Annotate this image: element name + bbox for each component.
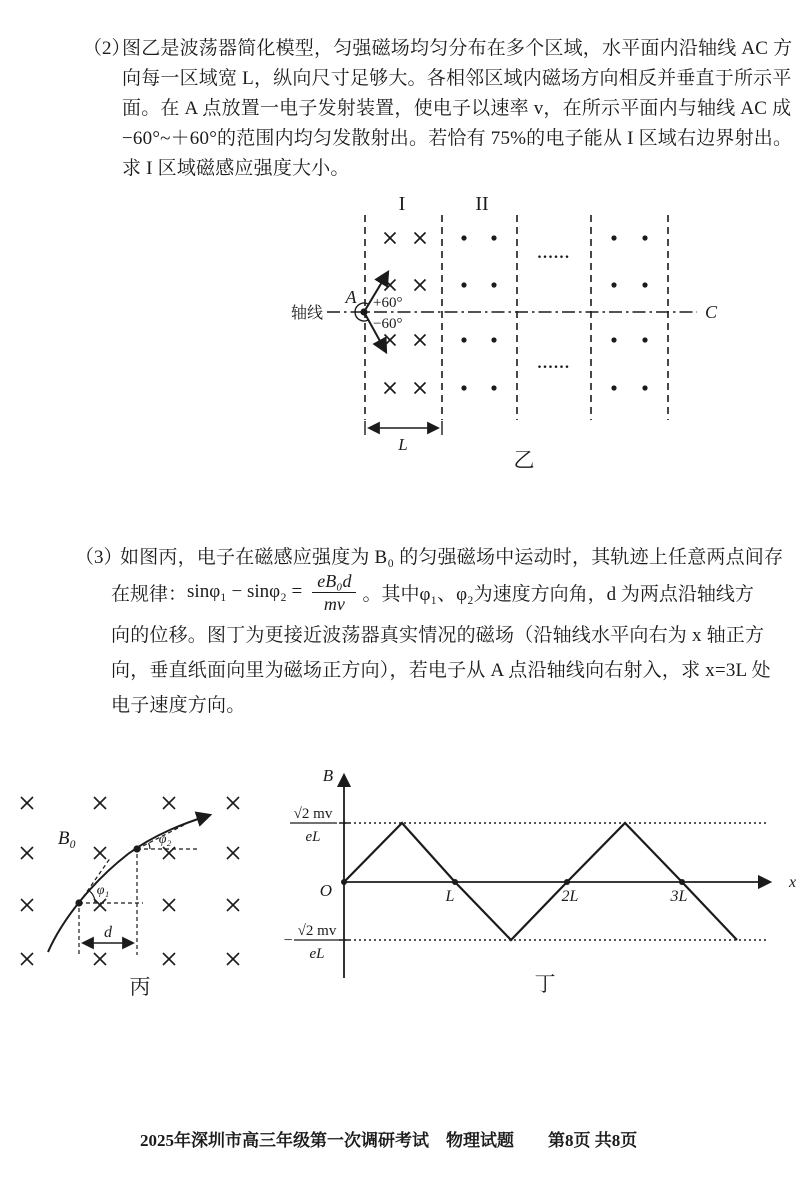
- cross-symbol: [385, 335, 396, 346]
- y-axis-label: B: [322, 766, 334, 785]
- origin-label: O: [319, 881, 332, 900]
- minus-sign: −: [283, 932, 293, 949]
- cross-symbol: [415, 335, 426, 346]
- dot-symbol: [491, 235, 496, 240]
- cross-symbol: [227, 797, 239, 809]
- question-2-marker: （2）: [83, 38, 131, 59]
- dot-symbol: [461, 282, 466, 287]
- cross-symbol: [385, 233, 396, 244]
- angle-2-label: φ₂: [158, 832, 172, 847]
- angle-1-label: φ₁: [96, 883, 110, 898]
- question-2-line-5: 求 I 区域磁感应强度大小。: [122, 158, 350, 179]
- cross-symbol: [94, 797, 106, 809]
- angle-plus-label: +60°: [373, 295, 403, 311]
- region-1-field-crosses: [385, 233, 426, 394]
- region-1-label: I: [398, 193, 406, 215]
- x-tick-label-3L: 3L: [670, 888, 688, 905]
- angle-minus-label: −60°: [373, 316, 403, 332]
- figure-yi-undulator-diagram: [285, 190, 730, 480]
- question-3-marker: （3）: [75, 547, 123, 568]
- page-footer: 2025年深圳市高三年级第一次调研考试 物理试题 第8页 共8页: [140, 1131, 638, 1150]
- point-a-label: A: [345, 287, 357, 307]
- cross-symbol: [163, 899, 175, 911]
- cross-symbol: [94, 847, 106, 859]
- cross-symbol: [94, 899, 106, 911]
- question-3-formula-line: [111, 566, 754, 618]
- dot-symbol: [642, 282, 647, 287]
- point-c-label: C: [705, 302, 718, 322]
- question-3-line-4: 向，垂直纸面向里为磁场正方向），若电子从 A 点沿轴线向右射入，求 x=3L 处: [111, 660, 771, 681]
- cross-symbol: [415, 383, 426, 394]
- cross-symbol: [385, 280, 396, 291]
- figure-bing-caption: 丙: [129, 975, 151, 999]
- dot-symbol: [611, 337, 616, 342]
- axis-dot-3L: [679, 879, 685, 885]
- region-4-field-dots: [611, 235, 647, 390]
- formula-prefix: 在规律：: [111, 583, 188, 605]
- cross-symbol: [415, 233, 426, 244]
- region-boundary-lines: [365, 215, 668, 420]
- formula-suffix: 。其中φ₁、φ₂为速度方向角，d 为两点沿轴线方: [362, 583, 754, 605]
- dot-symbol: [461, 235, 466, 240]
- cross-symbol: [21, 899, 33, 911]
- dot-symbol: [491, 337, 496, 342]
- dot-symbol: [642, 235, 647, 240]
- dot-symbol: [611, 385, 616, 390]
- distance-label: d: [104, 924, 112, 941]
- ellipsis-bottom: ......: [537, 355, 571, 372]
- y-max-label: [290, 806, 337, 845]
- dot-symbol: [491, 282, 496, 287]
- figure-bing-trajectory-diagram: [10, 782, 260, 1007]
- dot-symbol: [611, 235, 616, 240]
- dot-symbol: [461, 385, 466, 390]
- cross-symbol: [94, 953, 106, 965]
- figure-yi-caption: 乙: [513, 448, 535, 472]
- cross-symbol: [163, 953, 175, 965]
- question-3-line-5: 电子速度方向。: [111, 695, 246, 716]
- question-2-line-1: 图乙是波荡器简化模型，匀强磁场均匀分布在多个区域，水平面内沿轴线 AC 方: [122, 38, 793, 59]
- x-tick-label-2L: 2L: [561, 888, 579, 905]
- width-label: L: [398, 435, 408, 454]
- figure-ding-field-graph: [280, 765, 800, 1000]
- axis-dot-2L: [564, 879, 570, 885]
- axis-dot-L: [452, 879, 458, 885]
- y-min-label: [283, 923, 341, 962]
- formula-fraction: [312, 571, 356, 614]
- y-max-denominator: eL: [305, 829, 321, 845]
- cross-symbol: [385, 383, 396, 394]
- y-min-numerator: √2 mv: [297, 923, 337, 939]
- question-3-line-3: 向的位移。图丁为更接近波荡器真实情况的磁场（沿轴线水平向右为 x 轴正方: [111, 625, 765, 646]
- dot-symbol: [461, 337, 466, 342]
- region-2-label: II: [475, 193, 489, 215]
- question-2-line-2: 向每一区域宽 L，纵向尺寸足够大。各相邻区域内磁场方向相反并垂直于所示平: [122, 68, 792, 89]
- question-3-line-1: 如图丙，电子在磁感应强度为 B₀ 的匀强磁场中运动时，其轨迹上任意两点间存: [120, 547, 784, 568]
- field-strength-label: B₀: [57, 828, 77, 849]
- x-tick-label-L: L: [445, 888, 455, 905]
- cross-symbol: [163, 797, 175, 809]
- x-axis-label: x: [789, 874, 797, 891]
- width-measure: [365, 421, 442, 435]
- dot-symbol: [642, 385, 647, 390]
- fraction-numerator: eB₀d: [312, 571, 356, 593]
- cross-symbol: [227, 899, 239, 911]
- origin-dot: [341, 879, 347, 885]
- ellipsis-top: ......: [537, 245, 571, 262]
- dot-symbol: [491, 385, 496, 390]
- y-min-denominator: eL: [309, 946, 325, 962]
- figure-ding-caption: 丁: [534, 972, 556, 996]
- cross-symbol: [21, 953, 33, 965]
- cross-symbol: [21, 847, 33, 859]
- dot-symbol: [642, 337, 647, 342]
- y-max-numerator: √2 mv: [293, 806, 333, 822]
- angle-2-arc: [149, 843, 151, 849]
- axis-label: 轴线: [290, 305, 324, 322]
- dot-symbol: [611, 282, 616, 287]
- fraction-denominator: mv: [323, 593, 345, 614]
- cross-symbol: [227, 847, 239, 859]
- cross-symbol: [21, 797, 33, 809]
- question-2-line-4: −60°~＋60°的范围内均匀发散射出。若恰有 75%的电子能从 I 区域右边界射出。: [122, 128, 793, 149]
- region-2-field-dots: [461, 235, 496, 390]
- question-2-line-3: 面。在 A 点放置一电子发射装置，使电子以速率 v，在所示平面内与轴线 AC 成: [122, 98, 792, 119]
- formula-lhs: sinφ₁ − sinφ₂ =: [187, 581, 303, 602]
- cross-symbol: [227, 953, 239, 965]
- cross-symbol: [415, 280, 426, 291]
